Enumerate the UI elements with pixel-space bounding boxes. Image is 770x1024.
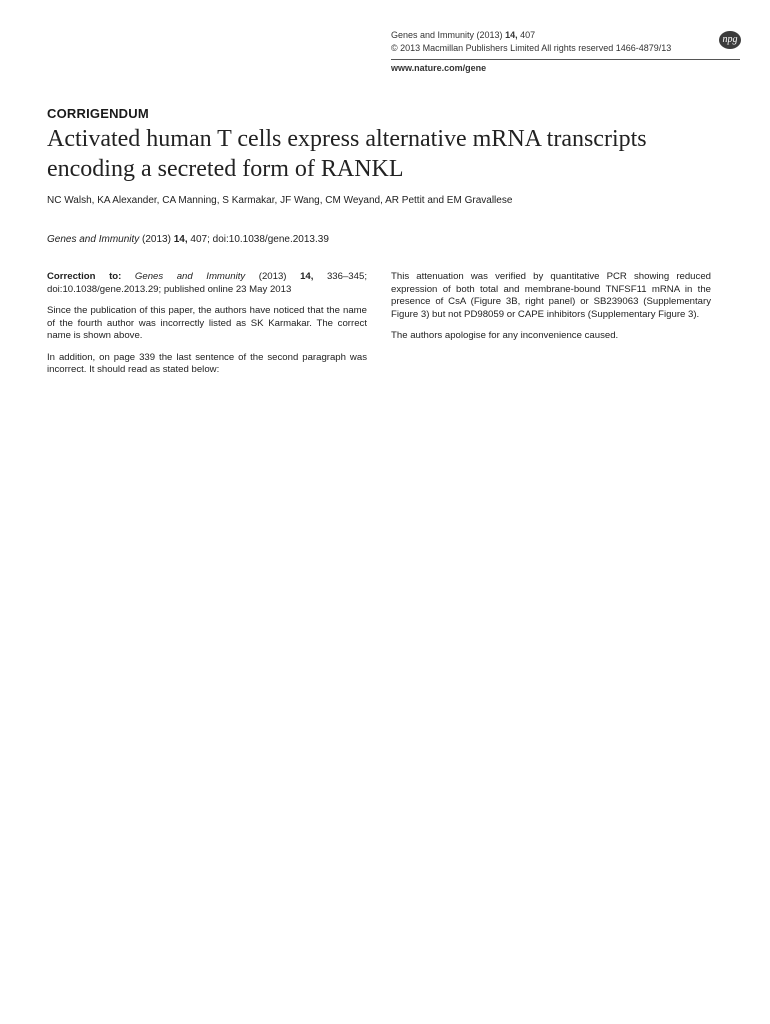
- journal-url[interactable]: www.nature.com/gene: [391, 63, 487, 73]
- body-paragraph-4: The authors apologise for any inconvenience caused.: [391, 330, 619, 341]
- masthead-divider: [391, 59, 740, 60]
- body-paragraph-1: Since the publication of this paper, the authors have noticed that the name of the fourth author was incorrectly listed as SK Karmakar. The correct name is shown above.: [47, 305, 367, 341]
- copyright-line: © 2013 Macmillan Publishers Limited All rights reserved 1466-4879/13: [391, 43, 672, 53]
- right-column: [391, 271, 711, 352]
- correction-reference: Correction to: Genes and Immunity (2013) 14, 336–345; doi:10.1038/gene.2013.29; published online 23 May 2013: [47, 271, 367, 295]
- journal-masthead: [391, 29, 740, 75]
- left-column: [47, 271, 367, 386]
- body-paragraph-2: In addition, on page 339 the last sentence of the second paragraph was incorrect. It should read as stated below:: [47, 351, 367, 375]
- npg-logo: npg: [719, 31, 741, 49]
- author-list: NC Walsh, KA Alexander, CA Manning, S Karmakar, JF Wang, CM Weyand, AR Pettit and EM Gravallese: [47, 195, 513, 206]
- journal-issue-line: Genes and Immunity (2013) 14, 407: [391, 30, 536, 40]
- body-paragraph-3: This attenuation was verified by quantitative PCR showing reduced expression of both total and membrane-bound TNFSF11 mRNA in the presence of CsA (Figure 3B, right panel) or SB239063 (Supplementary Figure 3) but not PD98059 or CAPE inhibitors (Supplementary Figure 3).: [391, 271, 711, 320]
- article-title: Activated human T cells express alternative mRNA transcripts encoding a secreted form of RANKL: [47, 126, 647, 182]
- article-citation: Genes and Immunity (2013) 14, 407; doi:10.1038/gene.2013.39: [47, 234, 329, 245]
- section-label: CORRIGENDUM: [47, 106, 149, 121]
